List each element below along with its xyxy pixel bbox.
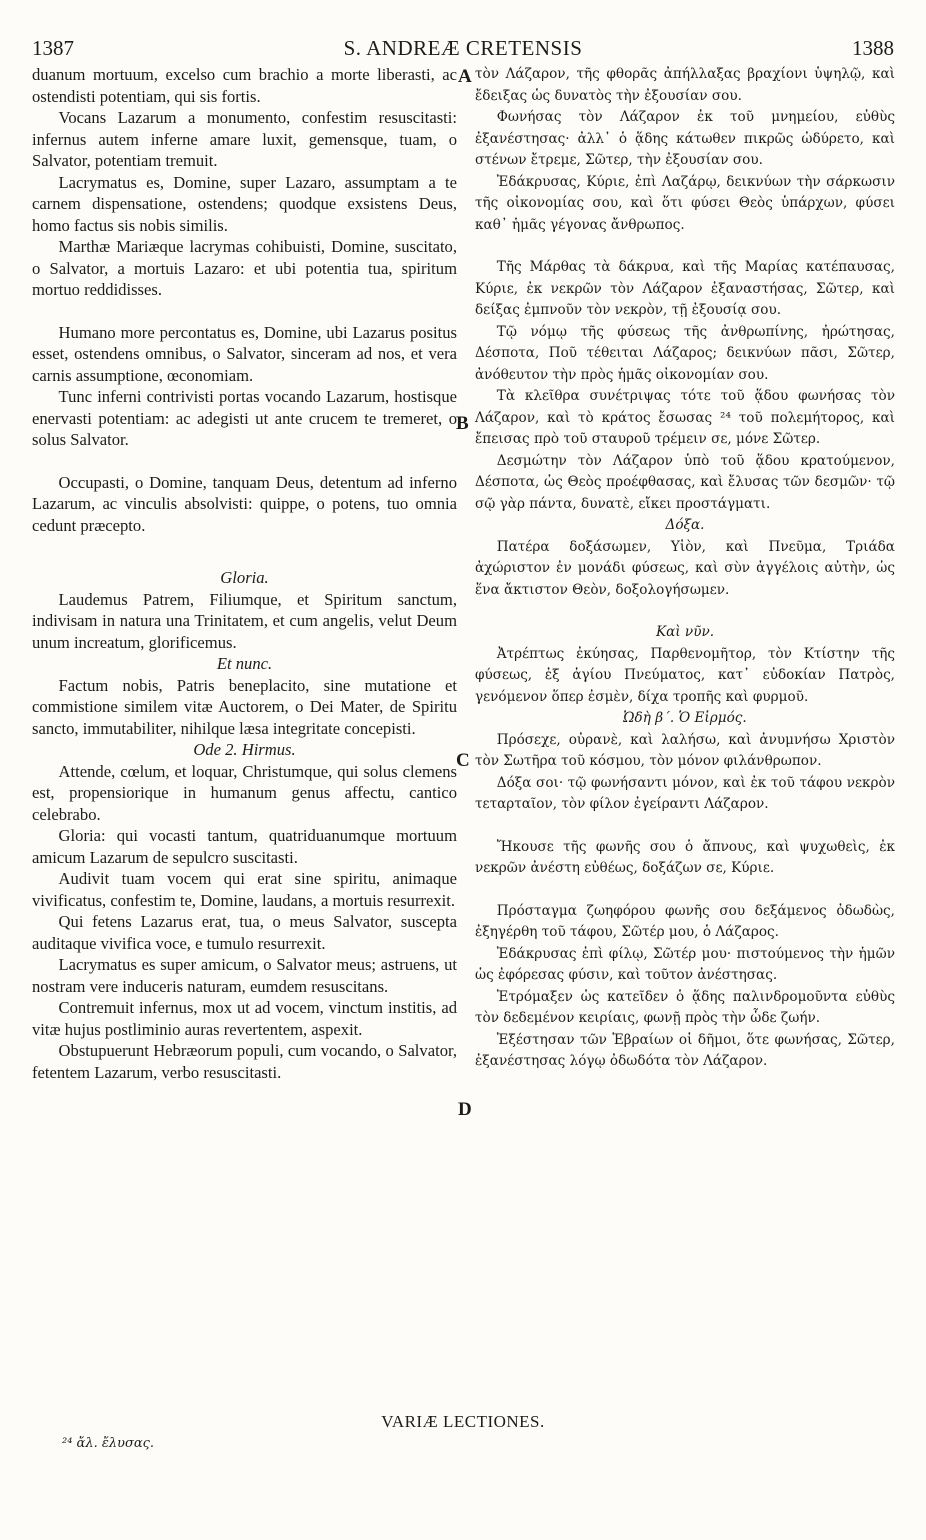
latin-spacer: [32, 301, 457, 322]
greek-paragraph: Πρόσεχε, οὐρανὲ, καὶ λαλήσω, καὶ ἀνυμνήσω Χριστὸν τὸν Σωτῆρα τοῦ κόσμου, τὸν μόνον φιλάνθρωπον.: [475, 731, 895, 769]
footnote: ²⁴ ἄλ. ἔλυσας.: [62, 1436, 155, 1451]
margin-marker-b: B: [456, 413, 469, 434]
latin-paragraph: Laudemus Patrem, Filiumque, et Spiritum sanctum, indivisam in natura una Trinitatem, et cum angelis, velut Deum unum increatum, glorificemus.: [32, 589, 457, 652]
latin-paragraph: Qui fetens Lazarus erat, tua, o meus Salvator, suscepta auditaque vivifica voce, e tumulo resurrexit.: [32, 912, 457, 953]
greek-paragraph: Ἐδάκρυσας, Κύριε, ἐπὶ Λαζάρῳ, δεικνύων τὴν σάρκωσιν τῆς οἰκονομίας σου, καὶ ὅτι φύσει Θεὸς ὑπάρχων, φύσει καθ᾽ ἡμᾶς γέγονας ἄνθρωπος.: [475, 173, 895, 233]
greek-spacer: [475, 880, 895, 901]
page-header: [32, 36, 894, 62]
greek-section-heading: Ὠδὴ β΄. Ὁ Εἱρμός.: [623, 710, 747, 726]
margin-marker-a: A: [458, 66, 472, 87]
latin-paragraph: Attende, cœlum, et loquar, Christumque, qui solus clemens est, propensiorique in humanum genus affectu, cantico celebrabo.: [32, 761, 457, 824]
latin-paragraph: Marthæ Mariæque lacrymas cohibuisti, Domine, suscitato, o Salvator, a mortuis Lazaro: et ubi potentia tua, spiritum mortuo reddidisses.: [32, 237, 457, 299]
greek-paragraph: Ἀτρέπτως ἐκύησας, Παρθενομῆτορ, τὸν Κτίστην τῆς φύσεως, ἐξ ἁγίου Πνεύματος, κατ᾽ εὐδοκίαν Πατρὸς, γενόμενον ὅπερ ἐσμὲν, δίχα τροπῆς καὶ φυρμοῦ.: [475, 645, 895, 705]
page-number-left: 1387: [32, 36, 74, 60]
greek-paragraph: τὸν Λάζαρον, τῆς φθορᾶς ἀπήλλαξας βραχίονι ὑψηλῷ, καὶ ἔδειξας ὡς δυνατὸς τὴν ἐξουσίαν σου.: [475, 66, 895, 104]
greek-paragraph: Πατέρα δοξάσωμεν, Υἱὸν, καὶ Πνεῦμα, Τριάδα ἀχώριστον ἐν μονάδι φύσεως, καὶ σὺν ἀγγέλοις αὐτὴν, ὡς ἕνα ἄκτιστον Θεὸν, δοξολογήσωμεν.: [475, 538, 895, 598]
greek-section-heading: Καὶ νῦν.: [655, 624, 715, 640]
latin-paragraph: Obstupuerunt Hebræorum populi, cum vocando, o Salvator, fetentem Lazarum, verbo resuscitasti.: [32, 1041, 457, 1082]
greek-paragraph: Δεσμώτην τὸν Λάζαρον ὑπὸ τοῦ ᾅδου κρατούμενον, Δέσποτα, ὡς Θεὸς προέφθασας, καὶ ἔλυσας τῶν δεσμῶν· τῷ σῷ γὰρ πάντα, δυνατὲ, εἴκει προστάγματι.: [475, 452, 895, 512]
greek-paragraph: Πρόσταγμα ζωηφόρου φωνῆς σου δεξάμενος ὀδωδὼς, ἐξηγέρθη τοῦ τάφου, Σῶτέρ μου, ὁ Λάζαρος.: [475, 902, 895, 940]
latin-section-heading: Gloria.: [220, 568, 269, 587]
latin-paragraph: Humano more percontatus es, Domine, ubi Lazarus positus esset, ostendens omnibus, o Salvator, sinceram ad nos, et vera carnis assumptione, œconomiam.: [32, 322, 457, 385]
latin-paragraph: Occupasti, o Domine, tanquam Deus, detentum ad inferno Lazarum, ac vinculis absolvisti: quippe, o potens, tuo omnia cedunt præcepto.: [32, 472, 457, 535]
greek-paragraph: Ἐτρόμαξεν ὡς κατεῖδεν ὁ ᾅδης παλινδρομοῦντα εὐθὺς τὸν δεδεμένον κειρίαις, φωνῇ πρὸς τὴν ὧδε ζωήν.: [475, 988, 895, 1026]
latin-paragraph: duanum mortuum, excelso cum brachio a morte liberasti, ac ostendisti potentiam, qui sis fortis.: [32, 65, 457, 106]
greek-paragraph: Φωνήσας τὸν Λάζαρον ἐκ τοῦ μνημείου, εὐθὺς ἐξανέστησας· ἀλλ᾽ ὁ ᾅδης κάτωθεν πικρῶς ὠδύρετο, καὶ στένων ἔτρεμε, Σῶτερ, τὴν ἐξουσίαν σου.: [475, 109, 895, 168]
greek-paragraph: Τὰ κλεῖθρα συνέτριψας τότε τοῦ ᾅδου φωνήσας τὸν Λάζαρον, καὶ τὸ κράτος ἔσωσας ²⁴ τοῦ πολεμήτορος, καὶ ἔπεισας πρὸ τοῦ σταυροῦ τρέμειν σε, μόνε Σῶτερ.: [475, 388, 895, 447]
greek-paragraph: Ἐδάκρυσας ἐπὶ φίλῳ, Σῶτέρ μου· πιστούμενος τὴν ἡμῶν ὡς ἐφόρεσας φύσιν, καὶ τοῦτον ἀνέστησας.: [475, 945, 895, 983]
greek-column: [475, 64, 895, 1073]
margin-marker-d: D: [458, 1099, 472, 1120]
greek-paragraph: Τῷ νόμῳ τῆς φύσεως τῆς ἀνθρωπίνης, ἠρώτησας, Δέσποτα, Ποῦ τέθειται Λάζαρος; δεικνύων πᾶσι, Σῶτερ, ἀνόθευτον τὴν πρὸς ἡμᾶς οἰκονομίαν σου.: [475, 323, 895, 383]
greek-spacer: [475, 236, 895, 257]
latin-spacer: [32, 536, 457, 557]
greek-paragraph: Ἤκουσε τῆς φωνῆς σου ὁ ἄπνους, καὶ ψυχωθεὶς, ἐκ νεκρῶν ἀνέστη εὐθέως, δοξάζων σε, Κύριε.: [475, 838, 895, 876]
latin-paragraph: Lacrymatus es, Domine, super Lazaro, assumptam a te carnem dispensatione, ostendens; quodque exsistens Deus, homo factus sis nobis similis.: [32, 172, 457, 235]
greek-paragraph: Δόξα σοι· τῷ φωνήσαντι μόνον, καὶ ἐκ τοῦ τάφου νεκρὸν τεταρταῖον, τὸν φίλον ἐγείραντι Λάζαρον.: [475, 774, 895, 812]
page-number-right: 1388: [852, 36, 894, 60]
latin-section-heading: Ode 2. Hirmus.: [193, 740, 296, 759]
greek-spacer: [475, 816, 895, 837]
greek-paragraph: Τῆς Μάρθας τὰ δάκρυα, καὶ τῆς Μαρίας κατέπαυσας, Κύριε, ἐκ νεκρῶν τὸν Λάζαρον ἐξαναστήσας, Σῶτερ, καὶ δείξας ἐμπνοῦν τὸν νεκρὸν, τῇ ἐξουσίᾳ σου.: [475, 259, 895, 318]
latin-paragraph: Contremuit infernus, mox ut ad vocem, vinctum institis, ad vitæ hujus postliminio auras revertentem, aspexit.: [32, 998, 457, 1039]
latin-section-heading: Et nunc.: [216, 654, 273, 673]
latin-paragraph: Vocans Lazarum a monumento, confestim resuscitasti: infernus autem inferne amare luxit, gemensque, tuam, o Salvator, potentiam tremuit.: [32, 108, 457, 170]
latin-spacer: [32, 451, 457, 472]
latin-paragraph: Audivit tuam vocem qui erat sine spiritu, animaque vivificatus, confestim te, Domine, laudans, a mortuis resurrexit.: [32, 869, 457, 910]
greek-section-heading: Δόξα.: [665, 517, 705, 533]
latin-column: [32, 64, 457, 1083]
variae-lectiones-heading: VARIÆ LECTIONES.: [381, 1412, 545, 1431]
latin-paragraph: Lacrymatus es super amicum, o Salvator meus; astruens, ut nostram vere induceris naturam, eumdem resuscitans.: [32, 955, 457, 996]
greek-paragraph: Ἐξέστησαν τῶν Ἑβραίων οἱ δῆμοι, ὅτε φωνήσας, Σῶτερ, ἐξανέστησας λόγῳ ὀδωδότα τὸν Λάζαρον.: [475, 1031, 895, 1069]
latin-paragraph: Tunc inferni contrivisti portas vocando Lazarum, hostisque enervasti potentiam: ac adegisti ut ante crucem te tremeret, o solus Salvator.: [32, 387, 457, 449]
latin-spacer: [32, 557, 457, 567]
latin-paragraph: Factum nobis, Patris beneplacito, sine mutatione et commistione similem vitæ Auctorem, o Dei Mater, de Spiritu sancto, immutabiliter, nihilque læsa integritate concepisti.: [32, 675, 457, 738]
margin-marker-c: C: [456, 750, 470, 771]
greek-spacer: [475, 601, 895, 622]
running-title: S. ANDREÆ CRETENSIS: [343, 36, 583, 60]
latin-paragraph: Gloria: qui vocasti tantum, quatriduanumque mortuum amicum Lazarum de sepulcro suscitasti.: [32, 826, 457, 867]
